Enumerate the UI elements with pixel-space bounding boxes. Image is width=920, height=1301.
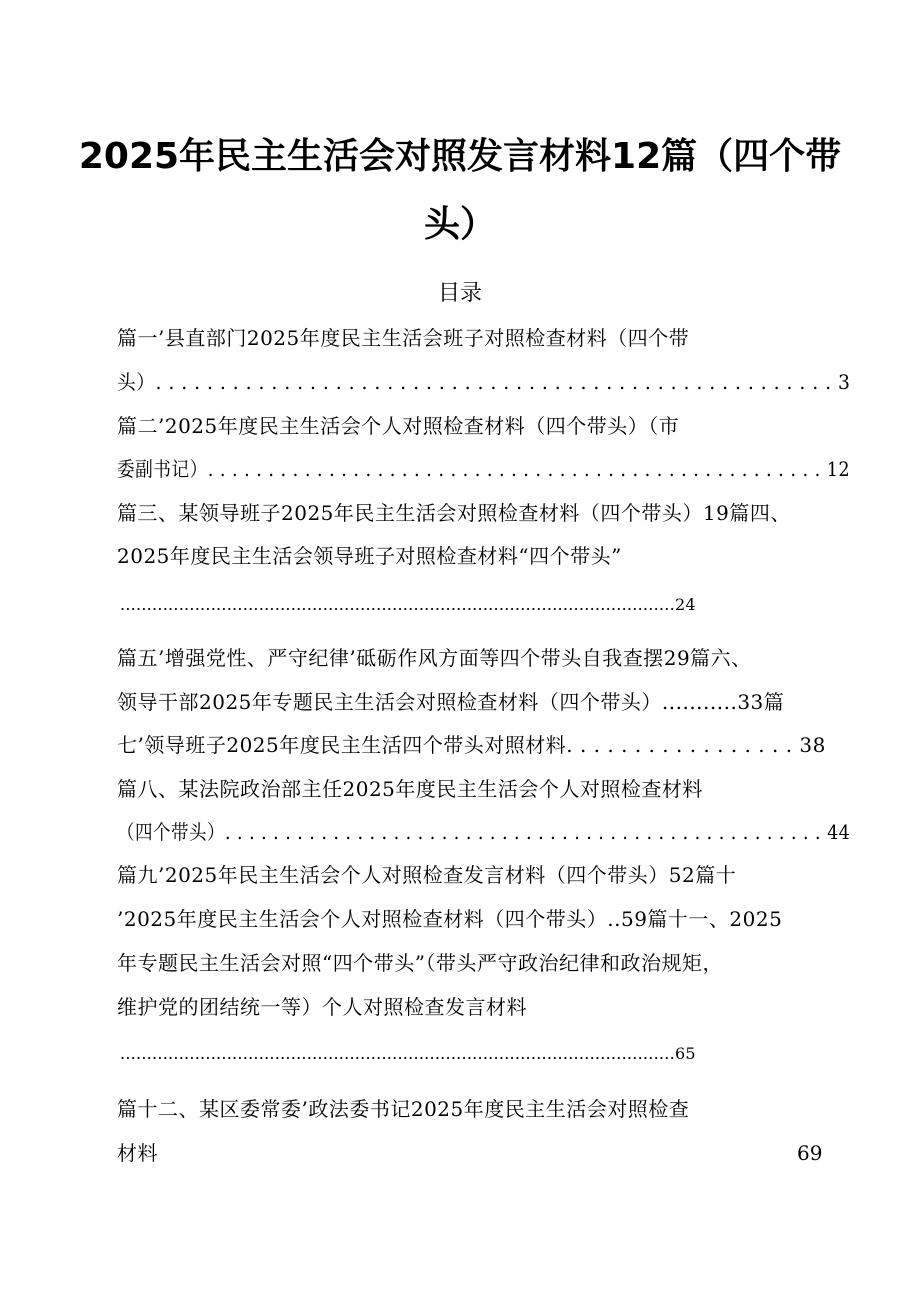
toc-page-number: 69 xyxy=(797,1141,823,1165)
toc-line: （四个带头）. . . . . . . . . . . . . . . . . . . . . . . . . . . . . . . . . . . . . . . . . . . . . . . . . . 44 xyxy=(117,820,851,844)
toc-line: 领导干部2025年专题民主生活会对照检查材料（四个带头）...........33篇 xyxy=(117,690,785,714)
toc-line: 材料 xyxy=(117,1141,158,1165)
toc-line: ........................................................................................................24 xyxy=(120,595,696,614)
toc-line: 篇三、某领导班子2025年民主生活会对照检查材料（四个带头）19篇四、 xyxy=(117,501,791,525)
toc-line: 委副书记）. . . . . . . . . . . . . . . . . . . . . . . . . . . . . . . . . . . . . . . . . . . . . . . . . . . 12 xyxy=(117,457,851,481)
document-title-line-2: 头） xyxy=(423,204,496,245)
toc-line: 篇十二、某区委常委’政法委书记2025年度民主生活会对照检查 xyxy=(117,1097,690,1121)
toc-line: 篇一’县直部门2025年度民主生活会班子对照检查材料（四个带 xyxy=(117,326,690,350)
toc-line: ’2025年度民主生活会个人对照检查材料（四个带头）..59篇十一、2025 xyxy=(117,907,783,931)
toc-line: 头）. . . . . . . . . . . . . . . . . . . . . . . . . . . . . . . . . . . . . . . . . . . . . . . . . . . . . 3 xyxy=(117,370,851,394)
document-title-line-1: 2025年民主生活会对照发言材料12篇（四个带 xyxy=(78,136,842,177)
toc-line: 年专题民主生活会对照“四个带头”（带头严守政治纪律和政治规矩， xyxy=(117,951,723,975)
toc-line: 篇九’2025年民主生活会个人对照检查发言材料（四个带头）52篇十 xyxy=(117,863,737,887)
toc-heading: 目录 xyxy=(437,281,482,306)
toc-line: 篇五’增强党性、严守纪律’砥砺作风方面等四个带头自我查摆29篇六、 xyxy=(117,646,752,670)
toc-line: 七’领导班子2025年度民主生活四个带头对照材料. . . . . . . . . . . . . . . . . 38 xyxy=(117,733,826,757)
toc-line: 维护党的团结统一等）个人对照检查发言材料 xyxy=(117,995,527,1019)
toc-line: 篇八、某法院政治部主任2025年度民主生活会个人对照检查材料 xyxy=(117,777,703,801)
toc-line: 篇二’2025年度民主生活会个人对照检查材料（四个带头）（市 xyxy=(117,414,680,438)
toc-line: ........................................................................................................65 xyxy=(120,1044,696,1063)
toc-line: 2025年度民主生活会领导班子对照检查材料“四个带头” xyxy=(117,544,622,568)
